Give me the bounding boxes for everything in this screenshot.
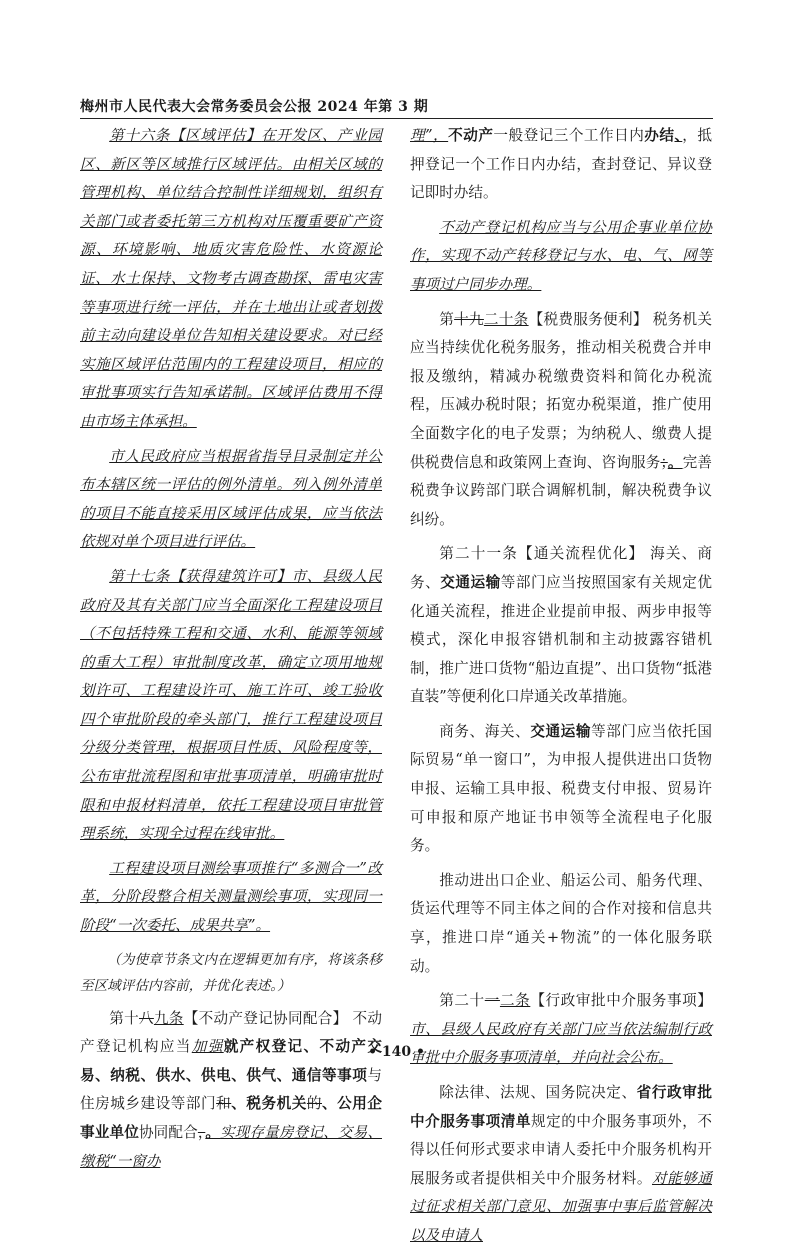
left-column: [80, 122, 382, 1170]
article-22: 第二十一二条【行政审批中介服务事项】市、县级人民政府有关部门应当依法编制行政审批中介服务事项清单，并向社会公布。: [410, 992, 712, 1067]
right-column: [410, 122, 712, 1244]
article-16-body: 在开发区、产业园区、新区等区域推行区域评估。由相关区域的管理机构、单位结合控制性详细规划，组织有关部门或者委托第三方机构对压覆重要矿产资源、环境影响、地质灾害危险性、水资源论证、水土保持、文物考古调查勘探、雷电灾害等事项进行统一评估，并在土地出让或者划拨前主动向建设单位告知相关建设要求。对已经实施区域评估范围内的工程建设项目，相应的审批事项实行告知承诺制。区域评估费用不得由市场主体承担。: [80, 127, 382, 430]
article-19-utilities: 不动产登记机构应当与公用企事业单位协作，实现不动产转移登记与水、电、气、网等事项过户同步办理。: [410, 218, 712, 293]
article-17-number: 第十七条【获得建筑许可】: [109, 567, 292, 585]
editorial-note: （为使章节条文内在逻辑更加有序，将该条移至区域评估内容前，并优化表述。）: [80, 951, 382, 994]
article-16-number: 第十六条【区域评估】: [109, 127, 262, 144]
article-16: [80, 122, 382, 437]
article-21-single-window: 商务、海关、交通运输等部门应当依托国际贸易“单一窗口”，为申报人提供进出口货物申报、运输工具申报、税费支付申报、贸易许可申报和原产地证书申领等全流程电子化服务。: [410, 722, 712, 855]
article-21-coordination: 推动进出口企业、船运公司、船务代理、货运代理等不同主体之间的合作对接和信息共享，推进口岸“通关+物流”的一体化服务联动。: [410, 871, 712, 975]
article-17-body: 市、县级人民政府及其有关部门应当全面深化工程建设项目（不包括特殊工程和交通、水利、能源等领域的重大工程）审批制度改革，确定立项用地规划许可、工程建设许可、施工许可、竣工验收四个审批阶段的牵头部门，推行工程建设项目分级分类管理，根据项目性质、风险程度等，公布审批流程图和审批事项清单，明确审批时限和申报材料清单，依托工程建设项目审批管理系统，实现全过程在线审批。: [80, 567, 382, 843]
page-number: • 140 •: [368, 1044, 425, 1060]
article-21: 第二十一条【通关流程优化】 海关、商务、交通运输等部门应当按照国家有关规定优化通关流程，推进企业提前申报、两步申报等模式，深化申报容错机制和主动披露容错机制，推广进口货物“船边直提”、出口货物“抵港直装”等便利化口岸通关改革措施。: [410, 545, 712, 706]
article-19-continued: 理”，不动产一般登记三个工作日内办结、，抵押登记一个工作日内办结，查封登记、异议登记即时办结。: [410, 127, 712, 202]
article-19: 第十八九条【不动产登记协同配合】 不动产登记机构应当加强就产权登记、不动产交易、纳税、供水、供电、供气、通信等事项与住房城乡建设等部门和、税务机关的、公用企事业单位协同配合，。实现存量房登记、交易、缴税“一窗办: [80, 1009, 382, 1170]
article-16-exception-list: 市人民政府应当根据省指导目录制定并公布本辖区统一评估的例外清单。列入例外清单的项目不能直接采用区域评估成果，应当依法依规对单个项目进行评估。: [80, 447, 382, 551]
article-22-intermediary: 除法律、法规、国务院决定、省行政审批中介服务事项清单规定的中介服务事项外，不得以任何形式要求申请人委托中介服务机构开展服务或者提供相关中介服务材料。对能够通过征求相关部门意见、加强事中事后监管解决以及申请人: [410, 1084, 712, 1244]
article-17-surveying: 工程建设项目测绘事项推行“多测合一”改革，分阶段整合相关测量测绘事项，实现同一阶段“一次委托、成果共享”。: [80, 859, 382, 935]
header-divider: [80, 118, 713, 119]
article-20: 第十九二十条【税费服务便利】 税务机关应当持续优化税务服务，推动相关税费合并申报及缴纳，精减办税缴费资料和简化办税流程，压减办税时限；拓宽办税渠道，推广使用全面数字化的电子发票；为纳税人、缴费人提供税费信息和政策网上查询、咨询服务；。完善税费争议跨部门联合调解机制，解决税费争议纠纷。: [410, 310, 712, 528]
article-17: [80, 563, 382, 849]
bulletin-header: 梅州市人民代表大会常务委员会公报 2024 年第 3 期: [80, 99, 429, 115]
